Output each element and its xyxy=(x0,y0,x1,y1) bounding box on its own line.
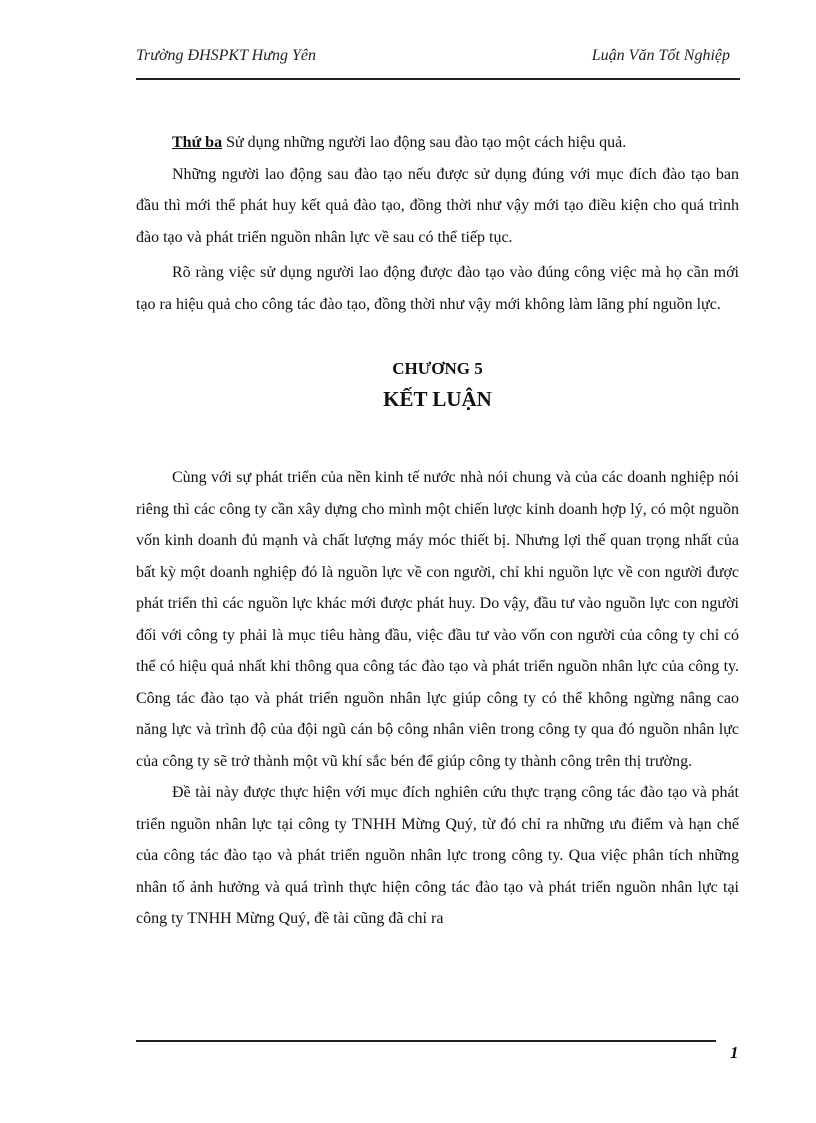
intro-paragraph-2: Rõ ràng việc sử dụng người lao động được đào tạo vào đúng công việc mà họ cần mới tạo ra hiệu quả cho công tác đào tạo, đồng thời như vậy mới không làm lãng phí nguồn lực. xyxy=(136,264,739,313)
document-body xyxy=(136,127,739,935)
intro-paragraph-1: Những người lao động sau đào tạo nếu được sử dụng đúng với mục đích đào tạo ban đầu thì mới thể phát huy kết quả đào tạo, đồng thời như vậy mới tạo điều kiện cho quá trình đào tạo và phát triển nguồn nhân lực về sau có thể tiếp tục. xyxy=(136,165,739,246)
header-thesis-title: Luận Văn Tốt Nghiệp xyxy=(591,47,730,64)
chapter-title: KẾT LUẬN xyxy=(383,387,492,411)
conclusion-paragraph-2: Đề tài này được thực hiện với mục đích nghiên cứu thực trạng công tác đào tạo và phát triển nguồn nhân lực tại công ty TNHH Mừng Quý, từ đó chỉ ra những ưu điểm và hạn chế của công tác đào tạo và phát triển nguồn nhân lực trong công ty. Qua việc phân tích những nhân tố ảnh hưởng và quá trình thực hiện công tác đào tạo và phát triển nguồn nhân lực tại công ty TNHH Mừng Quý, đề tài cũng đã chỉ ra xyxy=(136,784,739,927)
page-header xyxy=(136,47,740,71)
chapter-heading xyxy=(136,356,739,416)
conclusion-paragraph-1: Cùng với sự phát triển của nền kinh tế nước nhà nói chung và của các doanh nghiệp nói riêng thì các công ty cần xây dựng cho mình một chiến lược kinh doanh hợp lý, có một nguồn vốn kinh doanh đủ mạnh và chất lượng máy móc thiết bị. Nhưng lợi thế quan trọng nhất của bất kỳ một doanh nghiệp đó là nguồn lực về con người, chỉ khi nguồn lực về con người được phát triển thì các nguồn lực khác mới được phát huy. Do vậy, đầu tư vào nguồn lực con người đối với công ty phải là mục tiêu hàng đầu, việc đầu tư vào vốn con người của công ty chỉ có thể có hiệu quả nhất khi thông qua công tác đào tạo và phát triển nguồn nhân lực của công ty. Công tác đào tạo và phát triển nguồn nhân lực giúp công ty có thể không ngừng nâng cao năng lực và trình độ của đội ngũ cán bộ công nhân viên trong công ty qua đó nguồn nhân lực của công ty sẽ trở thành một vũ khí sắc bén để giúp công ty thành công trên thị trường. xyxy=(136,469,739,770)
lead-text: Sử dụng những người lao động sau đào tạo một cách hiệu quả. xyxy=(222,134,627,151)
header-school: Trường ĐHSPKT Hưng Yên xyxy=(136,47,316,64)
chapter-number: CHƯƠNG 5 xyxy=(392,359,483,378)
footer-divider xyxy=(136,1040,716,1042)
intro-lead-paragraph xyxy=(136,127,739,159)
page-number: 1 xyxy=(730,1043,739,1062)
conclusion-section xyxy=(136,462,739,935)
lead-label: Thứ ba xyxy=(172,134,223,151)
header-divider xyxy=(136,78,740,80)
